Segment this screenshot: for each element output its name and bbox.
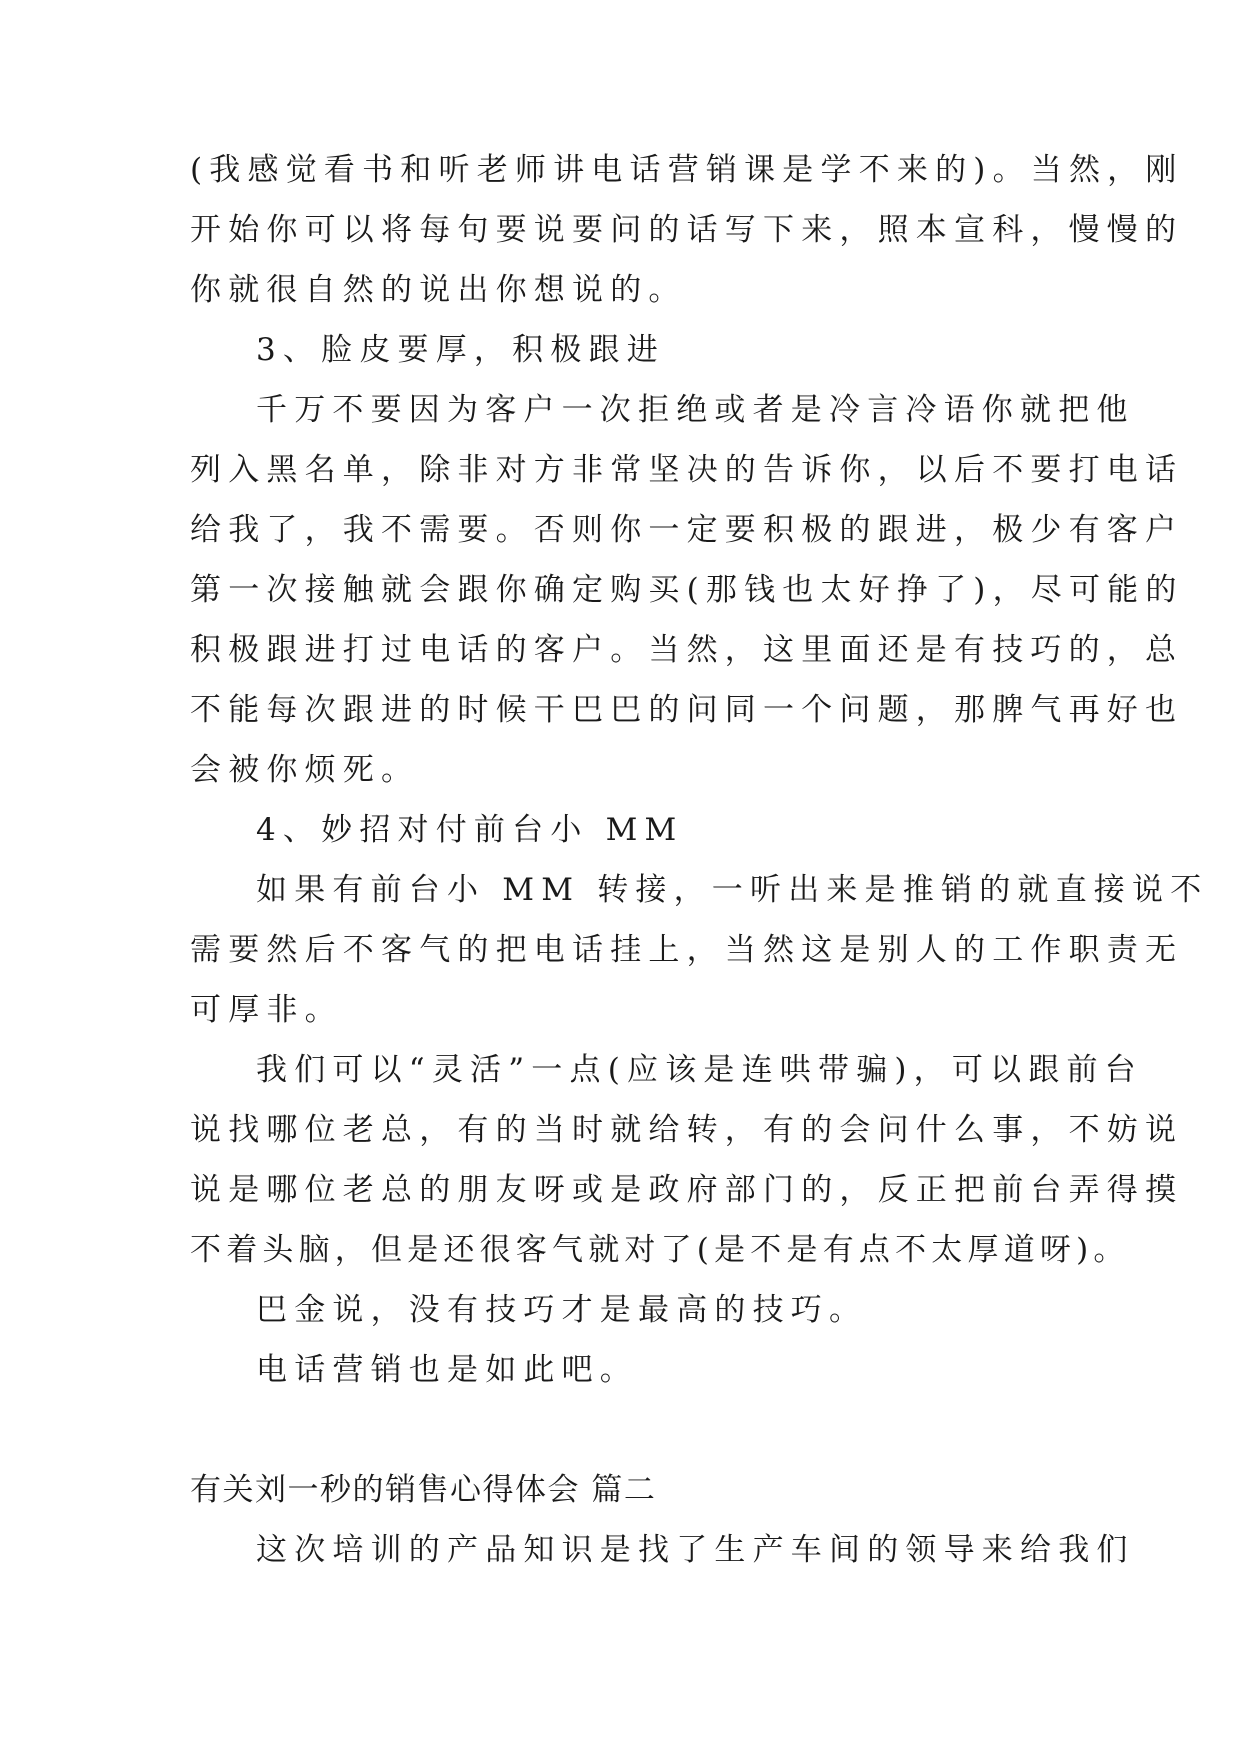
paragraph-line: (我感觉看书和听老师讲电话营销课是学不来的)。当然，刚 (190, 152, 1184, 188)
paragraph-line: 积极跟进打过电话的客户。当然，这里面还是有技巧的，总 (190, 632, 1184, 668)
section-heading: 4、妙招对付前台小 MM (256, 812, 684, 848)
paragraph-line: 千万不要因为客户一次拒绝或者是冷言冷语你就把他 (256, 392, 1135, 428)
section-heading: 3、脸皮要厚，积极跟进 (256, 332, 665, 368)
paragraph-line: 列入黑名单，除非对方非常坚决的告诉你，以后不要打电话 (190, 452, 1184, 488)
paragraph-line: 会被你烦死。 (190, 752, 420, 788)
paragraph-line: 如果有前台小 MM 转接，一听出来是推销的就直接说不 (256, 872, 1209, 908)
paragraph-line: 可厚非。 (190, 992, 343, 1028)
paragraph-line: 第一次接触就会跟你确定购买(那钱也太好挣了)，尽可能的 (190, 572, 1184, 608)
paragraph-line: 不能每次跟进的时候干巴巴的问同一个问题，那脾气再好也 (190, 692, 1184, 728)
paragraph-line: 说找哪位老总，有的当时就给转，有的会问什么事，不妨说 (190, 1112, 1184, 1148)
paragraph-line: 不着头脑，但是还很客气就对了(是不是有点不太厚道呀)。 (190, 1232, 1130, 1268)
paragraph-line: 开始你可以将每句要说要问的话写下来，照本宣科，慢慢的 (190, 212, 1184, 248)
paragraph-line: 给我了，我不需要。否则你一定要积极的跟进，极少有客户 (190, 512, 1184, 548)
paragraph-line: 巴金说，没有技巧才是最高的技巧。 (256, 1292, 868, 1328)
paragraph-line: 需要然后不客气的把电话挂上，当然这是别人的工作职责无 (190, 932, 1184, 968)
paragraph-line: 电话营销也是如此吧。 (256, 1352, 638, 1388)
paragraph-line: 这次培训的产品知识是找了生产车间的领导来给我们 (256, 1532, 1135, 1568)
paragraph-line: 我们可以“灵活”一点(应该是连哄带骗)，可以跟前台 (256, 1052, 1143, 1088)
article-title: 有关刘一秒的销售心得体会 篇二 (190, 1472, 657, 1508)
paragraph-line: 说是哪位老总的朋友呀或是政府部门的，反正把前台弄得摸 (190, 1172, 1184, 1208)
paragraph-line: 你就很自然的说出你想说的。 (190, 272, 687, 308)
